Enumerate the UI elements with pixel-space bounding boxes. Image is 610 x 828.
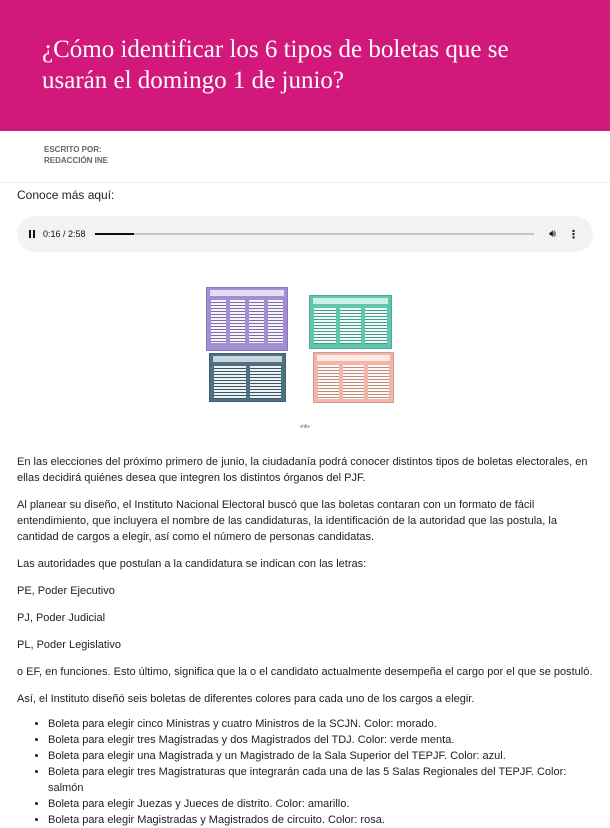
volume-icon[interactable]: 🔊︎	[549, 227, 556, 240]
list-item: • Boleta para elegir tres Magistraturas que integrarán cada una de las 5 Salas Regionales del TEPJF. Color: salmón	[48, 764, 593, 796]
ballot-purple-image	[206, 287, 288, 351]
list-item: • Boleta para elegir tres Magistradas y dos Magistrados del TDJ. Color: verde menta.	[48, 732, 593, 748]
author-label: ESCRITO POR:	[44, 145, 102, 154]
paragraph-2: Al planear su diseño, el Instituto Nacional Electoral buscó que las boletas contaran con un formato de fácil entendimiento, que incluyera el nombre de las candidaturas, la identificación de la autoridad que las postula, la cantidad de cargos a elegir, así como el número de personas candidatas.	[17, 499, 557, 543]
authority-pj: PJ, Poder Judicial	[17, 612, 106, 624]
more-vertical-icon[interactable]: ⋮	[568, 228, 579, 241]
article-body	[0, 187, 610, 828]
intro-text: Conoce más aquí:	[17, 188, 115, 202]
image-caption: -info-	[299, 424, 311, 430]
list-item: • Boleta para elegir cinco Ministras y cuatro Ministros de la SCJN. Color: morado.	[48, 716, 593, 732]
audio-progress-fill	[95, 233, 135, 235]
paragraph-4: o EF, en funciones. Esto último, significa que la o el candidato actualmente desempeña el cargo por el que se postuló.	[17, 666, 593, 678]
authority-pe: PE, Poder Ejecutivo	[17, 585, 115, 597]
list-item: • Boleta para elegir Juezas y Jueces de distrito. Color: amarillo.	[48, 796, 593, 812]
ballot-mint-image	[309, 295, 392, 349]
article-header	[0, 0, 610, 131]
article-title: ¿Cómo identificar los 6 tipos de boletas que se usarán el domingo 1 de junio?	[42, 36, 509, 94]
audio-time: 0:16 / 2:58	[43, 229, 86, 239]
ballot-blue-image	[209, 353, 286, 402]
pause-icon[interactable]	[29, 230, 35, 238]
author-block	[0, 131, 610, 183]
ballot-salmon-image	[313, 352, 394, 403]
audio-progress-track[interactable]	[95, 233, 535, 235]
list-item: • Boleta para elegir una Magistrada y un Magistrado de la Sala Superior del TEPJF. Color: azul.	[48, 748, 593, 764]
paragraph-5: Así, el Instituto diseñó seis boletas de diferentes colores para cada uno de los cargos a elegir.	[17, 693, 475, 705]
ballots-image	[17, 276, 593, 441]
list-item: • Boleta para elegir Magistradas y Magistrados de circuito. Color: rosa.	[48, 812, 593, 828]
paragraph-3: Las autoridades que postulan a la candidatura se indican con las letras:	[17, 558, 367, 570]
audio-player[interactable]	[17, 216, 593, 252]
ballot-list	[17, 716, 593, 828]
paragraph-1: En las elecciones del próximo primero de junio, la ciudadanía podrá conocer distintos tipos de boletas electorales, en ellas decidirá quiénes desea que integren los distintos órganos del PJF.	[17, 456, 588, 484]
authority-pl: PL, Poder Legislativo	[17, 639, 121, 651]
author-name: REDACCIÓN INE	[44, 156, 109, 165]
